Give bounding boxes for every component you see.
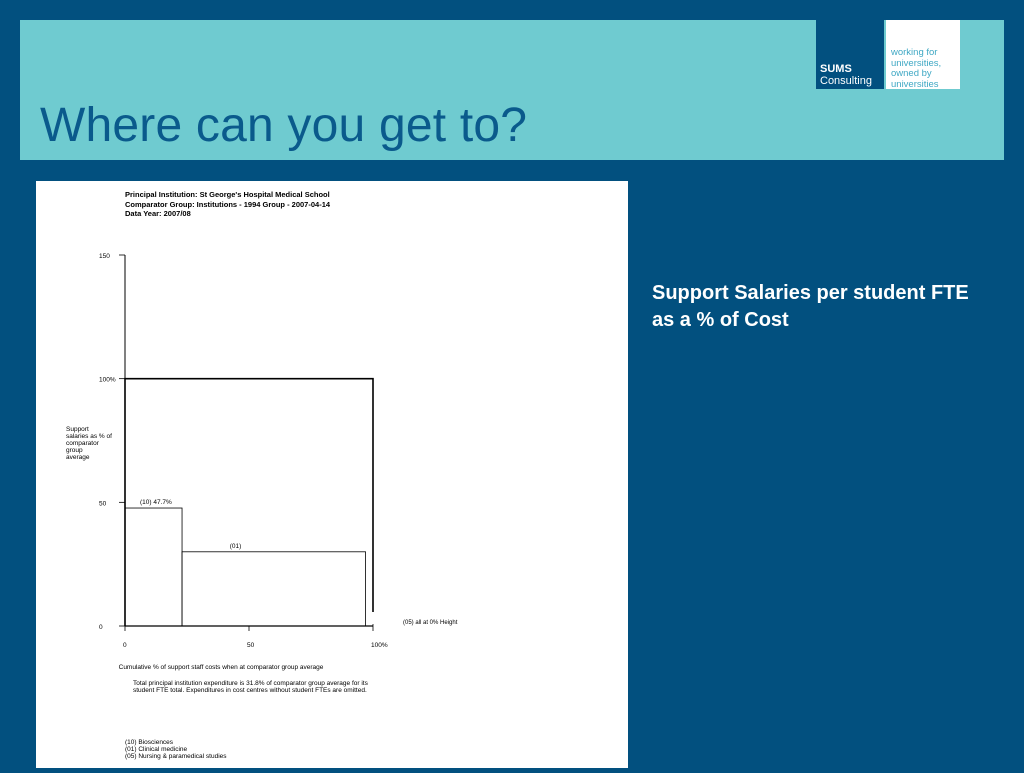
logo-tagline bbox=[891, 48, 941, 90]
chart-svg bbox=[36, 181, 628, 768]
y-tick-label: 100% bbox=[99, 376, 116, 384]
y-tick-label: 150 bbox=[99, 253, 110, 260]
chart-note-line: student FTE total. Expenditures in cost centres without student FTEs are omitted. bbox=[133, 687, 367, 694]
bar-label: (10) 47.7% bbox=[140, 499, 172, 507]
slide-title: Where can you get to? bbox=[40, 99, 528, 152]
chart-note-line: Total principal institution expenditure is 31.8% of comparator group average for its bbox=[133, 680, 368, 687]
bar bbox=[182, 552, 366, 626]
x-axis-label: Cumulative % of support staff costs when at comparator group average bbox=[118, 664, 324, 671]
chart-header-line: Principal Institution: St George's Hospital Medical School bbox=[125, 190, 330, 199]
logo-brand-line1: SUMS bbox=[820, 63, 852, 75]
logo-tagline-box bbox=[886, 20, 960, 89]
x-tick-label: 50 bbox=[247, 642, 255, 649]
y-axis-label-line: salaries as % of bbox=[66, 433, 112, 440]
y-tick-label: 50 bbox=[99, 500, 107, 508]
logo-tagline-line: working for bbox=[891, 47, 938, 58]
chart-panel bbox=[36, 181, 628, 768]
chart-header-line: Data Year: 2007/08 bbox=[125, 209, 191, 218]
plot-area bbox=[99, 253, 458, 649]
bar bbox=[125, 508, 182, 626]
chart-header-line: Comparator Group: Institutions - 1994 Group - 2007-04-14 bbox=[125, 200, 331, 209]
legend-item: (05) Nursing & paramedical studies bbox=[125, 753, 227, 760]
sums-logo bbox=[816, 20, 884, 89]
x-tick-label: 0 bbox=[123, 642, 127, 649]
y-tick-label: 0 bbox=[99, 624, 103, 631]
y-axis-label-line: comparator bbox=[66, 440, 99, 447]
bar-label: (01) bbox=[229, 542, 242, 550]
logo-brand-line2: Consulting bbox=[820, 75, 872, 87]
legend-item: (01) Clinical medicine bbox=[125, 746, 188, 753]
bar-label: (05) all at 0% Height bbox=[403, 620, 458, 626]
y-axis-label-line: Support bbox=[66, 426, 89, 433]
logo-tagline-line: universities bbox=[891, 78, 939, 90]
legend-item: (10) Biosciences bbox=[125, 739, 174, 746]
side-caption: Support Salaries per student FTE as a % of Cost bbox=[652, 282, 969, 331]
logo-tagline-line: owned by bbox=[891, 68, 932, 79]
logo-tagline-line: universities, bbox=[891, 57, 942, 69]
y-axis-label-line: average bbox=[66, 454, 90, 461]
y-axis-label-line: group bbox=[66, 447, 83, 454]
x-tick-label: 100% bbox=[371, 642, 388, 649]
